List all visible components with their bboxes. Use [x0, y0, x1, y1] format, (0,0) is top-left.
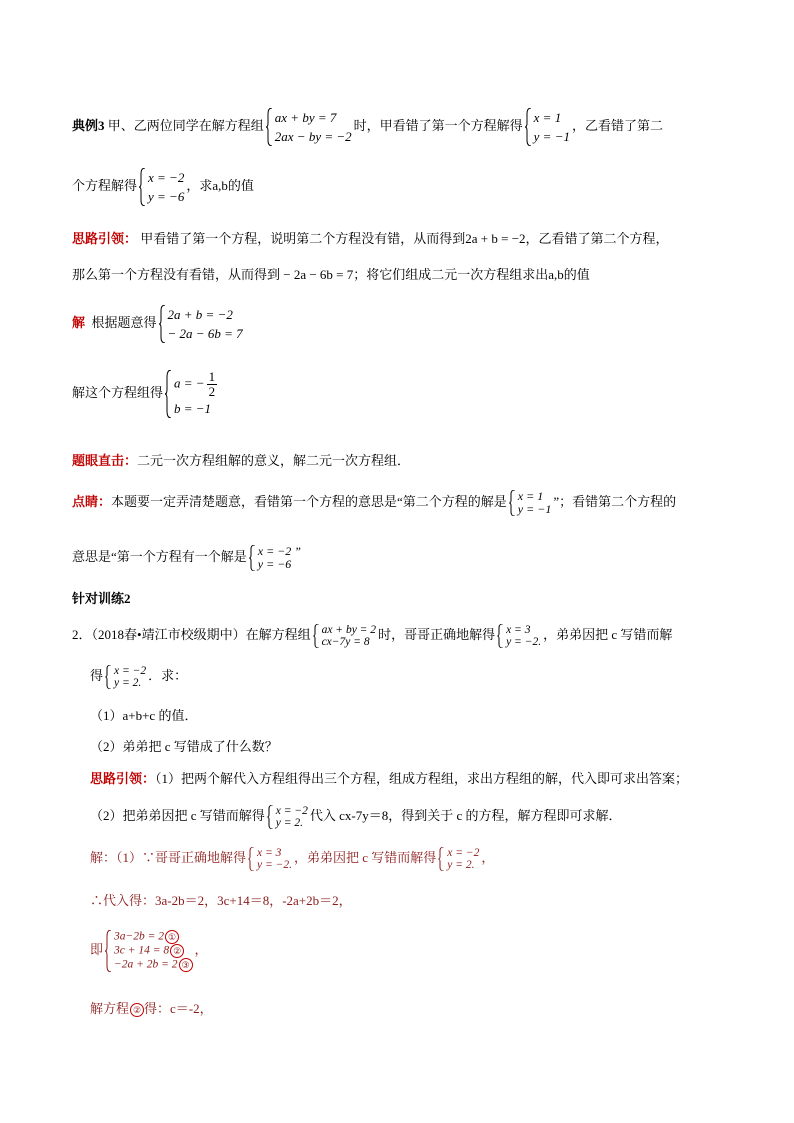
guide-line2: 那么第一个方程没有看错，从而得到 − 2a − 6b = 7；将它们组成二元一次方程组求出a,b的值: [72, 267, 590, 282]
circled-mark-2-ref: ②: [130, 1003, 144, 1017]
question-solution-1: x = 3 y = −2.: [497, 624, 541, 648]
example-intro: 甲、乙两位同学在解方程组: [107, 117, 264, 133]
question-solution-2: x = −2 y = 2.: [105, 665, 146, 689]
sub-question-1: （1）a+b+c 的值．: [90, 708, 198, 723]
key-point-label: 题眼直击：: [72, 453, 138, 468]
question-line1: 2．（2018春•靖江市校级期中）在解方程组 ax + by = 2 cx−7y = 8 时，哥哥正确地解得 x = 3 y = −2. ，弟弟因把 c 写错而解: [72, 624, 673, 648]
training-solution-line2: ∴代入得：3a-2b＝2，3c+14＝8，-2a+2b＝2，: [90, 893, 352, 908]
answer-system: a = − $\frac{1}{2}$ b = −1: [165, 370, 217, 418]
guide-label: 思路引领：: [72, 231, 138, 246]
tip-system-1: x = 1 y = −1: [509, 490, 552, 516]
example3-line1: [72, 108, 663, 146]
example3-line2: 个方程解得 x = −2 y = −6 ，求a,b的值: [72, 170, 254, 204]
training-solution-line1: 解：（1）∵哥哥正确地解得 x = 3 y = −2. ，弟弟因把 c 写错而解得 x = −2 y = 2. ，: [90, 847, 495, 871]
tip-label: 点睛：: [72, 493, 112, 509]
question-line2: 得 x = −2 y = 2. ．求：: [90, 665, 188, 689]
solution-derived-system: 2a + b = −2 − 2a − 6b = 7: [159, 305, 243, 343]
training-solution-line3: 即 3a−2b = 2 ① 3c + 14 = 8 ② −2a + 2b = 2 ③ ，: [90, 930, 208, 971]
three-equation-system: 3a−2b = 2 ① 3c + 14 = 8 ② −2a + 2b = 2 ③: [105, 930, 193, 972]
tip-line2: 意思是“第一个方程有一个解是 x = −2 ” y = −6: [72, 544, 301, 571]
training-solution-line4: 解方程 ② 得：c＝-2，: [90, 1001, 213, 1016]
training-guide-line2: （2）把弟弟因把 c 写错而解得 x = −2 y = 2. 代入 cx-7y＝8，得到关于 c 的方程，解方程即可求解．: [90, 805, 622, 829]
question-system: ax + by = 2 cx−7y = 8: [313, 624, 376, 648]
training-title: 针对训练2: [72, 591, 131, 606]
circled-mark-3: ③: [179, 958, 193, 972]
example-mid: 时，甲看错了第一个方程解得: [353, 117, 523, 133]
circled-mark-2: ②: [170, 944, 184, 958]
key-point-line: 题眼直击：二元一次方程组解的意义，解二元一次方程组．: [72, 453, 411, 468]
solution-wrong: x = −2 y = 2.: [438, 847, 479, 871]
example-label: 典例3: [72, 117, 105, 133]
solution-correct: x = 3 y = −2.: [248, 847, 292, 871]
tip-line1: 点睛：本题要一定弄清楚题意，看错第一个方程的意思是“第二个方程的解是 x = 1 y = −1 ”；看错第二个方程的: [72, 489, 677, 516]
circled-mark-1: ①: [165, 930, 179, 944]
solution-system-1: x = 1 y = −1: [525, 108, 570, 146]
solution-label: 解: [72, 314, 86, 330]
solution-system-2: x = −2 y = −6: [139, 168, 184, 206]
solution-line: 解 根据题意得 2a + b = −2 − 2a − 6b = 7: [72, 307, 243, 341]
training-guide-line1: 思路引领：（1）把两个解代入方程组得出三个方程，组成方程组，求出方程组的解，代入即可求出答案；: [90, 771, 689, 786]
guide-system: x = −2 y = 2.: [267, 805, 308, 829]
fraction-half: $\frac{1}{2}$: [208, 369, 216, 399]
sub-question-2: （2）弟弟把 c 写错成了什么数？: [90, 739, 278, 754]
equation-system-1: ax + by = 7 2ax − by = −2: [266, 108, 352, 146]
tip-system-2: x = −2 ” y = −6: [249, 545, 301, 571]
example-after: ，乙看错了第二: [571, 117, 663, 133]
solve-line: 解这个方程组得 a = − $\frac{1}{2}$ b = −1: [72, 369, 216, 416]
guide-line1: 思路引领： 甲看错了第一个方程，说明第二个方程没有错，从而得到2a + b = −2，乙看错了第二个方程，: [72, 231, 669, 246]
